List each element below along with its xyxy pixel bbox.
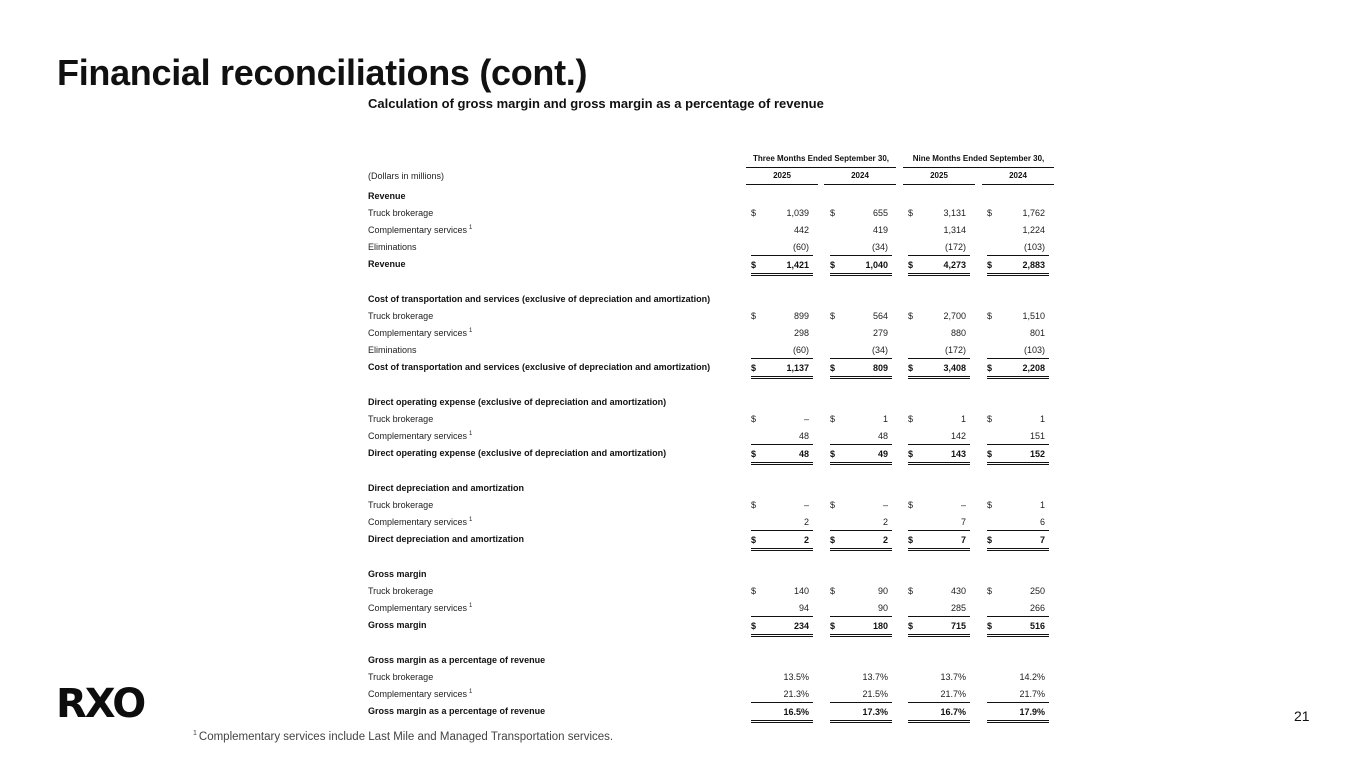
footnote-marker: 1 [469, 225, 473, 231]
value-cell [751, 444, 813, 465]
value-cell [751, 496, 813, 513]
dollar-sign: $ [987, 414, 993, 424]
row-label: Truck brokerage [368, 586, 434, 596]
value-cell [830, 668, 892, 685]
cell-value: 1,510 [1022, 311, 1045, 321]
cell-value: 2 [803, 517, 809, 527]
cell-value: 4,273 [943, 260, 966, 270]
dollar-sign: $ [751, 260, 757, 270]
cell-value: 151 [1029, 431, 1045, 441]
row-label: Complementary services $^1$ [368, 689, 473, 699]
year-header: 2025 [903, 167, 975, 185]
value-cell [751, 685, 813, 703]
dollar-sign: $ [908, 586, 914, 596]
value-cell [908, 358, 970, 379]
value-cell [751, 616, 813, 637]
row-label: Complementary services $^1$ [368, 225, 473, 235]
table-subtitle: Calculation of gross margin and gross margin as a percentage of revenue [368, 96, 824, 111]
dollar-sign: $ [908, 414, 914, 424]
value-cell [830, 307, 892, 324]
value-cell [908, 410, 970, 427]
value-cell [987, 668, 1049, 685]
dollar-sign: $ [908, 449, 914, 459]
section-header-row [368, 565, 1056, 582]
cell-value: 21.3% [783, 689, 809, 699]
cell-value: 17.3% [862, 707, 888, 717]
value-cell [751, 221, 813, 238]
row-label: Gross margin as a percentage of revenue [368, 706, 546, 716]
cell-value: 250 [1029, 586, 1045, 596]
value-cell [830, 427, 892, 445]
value-cell [908, 668, 970, 685]
cell-value: 3,408 [943, 363, 966, 373]
cell-value: 564 [872, 311, 888, 321]
value-cell [908, 599, 970, 617]
cell-value: 16.7% [940, 707, 966, 717]
dollar-sign: $ [987, 535, 993, 545]
cell-value: – [960, 500, 966, 510]
dollar-sign: $ [830, 621, 836, 631]
cell-value: 279 [872, 328, 888, 338]
dollar-sign: $ [830, 535, 836, 545]
row-label: Complementary services $^1$ [368, 517, 473, 527]
dollar-sign: $ [751, 621, 757, 631]
page-title: Financial reconciliations (cont.) [57, 52, 588, 93]
cell-value: 13.7% [940, 672, 966, 682]
table-row [368, 410, 1056, 427]
table-total-row [368, 616, 1056, 633]
cell-value: 899 [793, 311, 809, 321]
value-cell [830, 444, 892, 465]
dollar-sign: $ [830, 208, 836, 218]
value-cell [751, 513, 813, 531]
footnote [193, 730, 613, 743]
cell-value: 2 [803, 535, 809, 545]
table-row [368, 238, 1056, 255]
dollar-sign: $ [751, 535, 757, 545]
row-label: Truck brokerage [368, 414, 434, 424]
cell-value: 21.7% [940, 689, 966, 699]
cell-value: (172) [944, 242, 966, 252]
value-cell [751, 307, 813, 324]
value-cell [830, 358, 892, 379]
value-cell [908, 324, 970, 341]
row-label: Eliminations [368, 242, 417, 252]
value-cell [987, 255, 1049, 276]
table-row [368, 324, 1056, 341]
value-cell [987, 358, 1049, 379]
cell-value: 1,137 [786, 363, 809, 373]
value-cell [908, 238, 970, 256]
year-header: 2025 [746, 167, 818, 185]
dollar-sign: $ [751, 208, 757, 218]
cell-value: 13.5% [783, 672, 809, 682]
value-cell [830, 221, 892, 238]
row-label: Gross margin as a percentage of revenue [368, 655, 546, 665]
dollar-sign: $ [908, 621, 914, 631]
row-label: Truck brokerage [368, 208, 434, 218]
cell-value: 6 [1039, 517, 1045, 527]
table-row [368, 307, 1056, 324]
section-header-row [368, 479, 1056, 496]
cell-value: 2,883 [1022, 260, 1045, 270]
dollar-sign: $ [751, 449, 757, 459]
footnote-marker: 1 [469, 689, 473, 695]
value-cell [751, 668, 813, 685]
dollar-sign: $ [908, 363, 914, 373]
value-cell [987, 204, 1049, 221]
value-cell [987, 496, 1049, 513]
table-total-row [368, 444, 1056, 461]
value-cell [987, 530, 1049, 551]
row-label: Cost of transportation and services (exclusive of depreciation and amortization) [368, 294, 711, 304]
cell-value: 1,314 [943, 225, 966, 235]
footnote-marker: 1 [469, 328, 473, 334]
dollar-sign: $ [751, 311, 757, 321]
value-cell [751, 238, 813, 256]
value-cell [751, 530, 813, 551]
dollar-sign: $ [987, 449, 993, 459]
footnote-text: Complementary services include Last Mile and Managed Transportation services. [198, 731, 614, 743]
value-cell [908, 530, 970, 551]
table-row [368, 204, 1056, 221]
row-label: Eliminations [368, 345, 417, 355]
row-label: Revenue [368, 191, 406, 201]
cell-value: 48 [798, 449, 809, 459]
value-cell [830, 341, 892, 359]
value-cell [987, 238, 1049, 256]
table-row [368, 668, 1056, 685]
cell-value: – [803, 414, 809, 424]
cell-value: 1,040 [865, 260, 888, 270]
value-cell [987, 616, 1049, 637]
dollar-sign: $ [751, 500, 757, 510]
table-total-row [368, 702, 1056, 719]
value-cell [908, 427, 970, 445]
value-cell [908, 444, 970, 465]
cell-value: (103) [1023, 345, 1045, 355]
cell-value: 48 [877, 431, 888, 441]
table-row [368, 599, 1056, 616]
page-number: 21 [1294, 708, 1310, 724]
table-row [368, 685, 1056, 702]
cell-value: (172) [944, 345, 966, 355]
cell-value: 180 [872, 621, 888, 631]
row-label: Direct depreciation and amortization [368, 534, 525, 544]
table-row [368, 221, 1056, 238]
row-label: Truck brokerage [368, 672, 434, 682]
value-cell [751, 599, 813, 617]
header-three-months: Three Months Ended September 30, [746, 150, 896, 168]
dollar-sign: $ [987, 621, 993, 631]
row-label: Complementary services $^1$ [368, 603, 473, 613]
cell-value: 16.5% [783, 707, 809, 717]
cell-value: (103) [1023, 242, 1045, 252]
table-total-row [368, 358, 1056, 375]
value-cell [987, 702, 1049, 723]
value-cell [908, 702, 970, 723]
footnote-marker: 1 [469, 431, 473, 437]
row-label: Direct operating expense (exclusive of depreciation and amortization) [368, 397, 667, 407]
value-cell [908, 341, 970, 359]
dollar-sign: $ [830, 500, 836, 510]
cell-value: 3,131 [943, 208, 966, 218]
value-cell [830, 702, 892, 723]
dollar-sign: $ [751, 414, 757, 424]
cell-value: 7 [1039, 535, 1045, 545]
table-row [368, 341, 1056, 358]
cell-value: 715 [950, 621, 966, 631]
value-cell [908, 496, 970, 513]
section-header-row [368, 651, 1056, 668]
dollar-sign: $ [987, 260, 993, 270]
value-cell [987, 324, 1049, 341]
row-label: Truck brokerage [368, 311, 434, 321]
cell-value: 21.7% [1019, 689, 1045, 699]
cell-value: 13.7% [862, 672, 888, 682]
cell-value: (34) [871, 242, 888, 252]
table-total-row [368, 530, 1056, 547]
cell-value: 285 [950, 603, 966, 613]
cell-value: 7 [960, 535, 966, 545]
value-cell [987, 410, 1049, 427]
year-header: 2024 [982, 167, 1054, 185]
cell-value: 1,224 [1022, 225, 1045, 235]
dollar-sign: $ [908, 535, 914, 545]
cell-value: 442 [793, 225, 809, 235]
value-cell [908, 513, 970, 531]
value-cell [987, 513, 1049, 531]
cell-value: 234 [793, 621, 809, 631]
dollar-sign: $ [987, 311, 993, 321]
value-cell [908, 204, 970, 221]
cell-value: 17.9% [1019, 707, 1045, 717]
table-row [368, 427, 1056, 444]
year-header: 2024 [824, 167, 896, 185]
cell-value: 1 [882, 414, 888, 424]
row-label: Revenue [368, 259, 406, 269]
value-cell [830, 599, 892, 617]
value-cell [908, 307, 970, 324]
value-cell [987, 341, 1049, 359]
dollar-sign: $ [987, 208, 993, 218]
cell-value: 94 [798, 603, 809, 613]
value-cell [751, 702, 813, 723]
value-cell [830, 685, 892, 703]
value-cell [987, 685, 1049, 703]
value-cell [751, 204, 813, 221]
value-cell [830, 496, 892, 513]
row-label: Gross margin [368, 620, 427, 630]
value-cell [751, 582, 813, 599]
cell-value: – [803, 500, 809, 510]
table-row [368, 582, 1056, 599]
table-total-row [368, 255, 1056, 272]
cell-value: 430 [950, 586, 966, 596]
cell-value: 90 [877, 586, 888, 596]
units-label: (Dollars in millions) [368, 171, 445, 181]
table-row [368, 496, 1056, 513]
cell-value: (60) [792, 345, 809, 355]
cell-value: 143 [950, 449, 966, 459]
value-cell [830, 238, 892, 256]
cell-value: 140 [793, 586, 809, 596]
value-cell [908, 582, 970, 599]
value-cell [987, 444, 1049, 465]
cell-value: 2 [882, 517, 888, 527]
dollar-sign: $ [830, 414, 836, 424]
dollar-sign: $ [987, 586, 993, 596]
section-header-row [368, 187, 1056, 204]
value-cell [908, 255, 970, 276]
value-cell [830, 255, 892, 276]
row-label: Cost of transportation and services (exclusive of depreciation and amortization) [368, 362, 711, 372]
value-cell [751, 341, 813, 359]
cell-value: 1,762 [1022, 208, 1045, 218]
cell-value: 266 [1029, 603, 1045, 613]
cell-value: 1,421 [786, 260, 809, 270]
section-header-row [368, 290, 1056, 307]
dollar-sign: $ [908, 208, 914, 218]
cell-value: 2,208 [1022, 363, 1045, 373]
dollar-sign: $ [830, 363, 836, 373]
footnote-marker: 1 [469, 603, 473, 609]
row-label: Gross margin [368, 569, 427, 579]
cell-value: 801 [1029, 328, 1045, 338]
row-label: Direct depreciation and amortization [368, 483, 525, 493]
cell-value: 49 [877, 449, 888, 459]
cell-value: 298 [793, 328, 809, 338]
value-cell [830, 204, 892, 221]
cell-value: 21.5% [862, 689, 888, 699]
cell-value: 2 [882, 535, 888, 545]
cell-value: 516 [1029, 621, 1045, 631]
dollar-sign: $ [830, 586, 836, 596]
value-cell [751, 410, 813, 427]
value-cell [751, 324, 813, 341]
cell-value: 1 [1039, 500, 1045, 510]
cell-value: 1 [960, 414, 966, 424]
value-cell [908, 616, 970, 637]
cell-value: 880 [950, 328, 966, 338]
cell-value: 48 [798, 431, 809, 441]
dollar-sign: $ [908, 260, 914, 270]
cell-value: 7 [960, 517, 966, 527]
cell-value: 90 [877, 603, 888, 613]
footnote-marker: 1 [469, 517, 473, 523]
value-cell [987, 599, 1049, 617]
row-label: Direct operating expense (exclusive of depreciation and amortization) [368, 448, 667, 458]
table-row [368, 513, 1056, 530]
dollar-sign: $ [830, 311, 836, 321]
dollar-sign: $ [908, 500, 914, 510]
value-cell [751, 427, 813, 445]
cell-value: 655 [872, 208, 888, 218]
cell-value: 1 [1039, 414, 1045, 424]
cell-value: (60) [792, 242, 809, 252]
cell-value: 142 [950, 431, 966, 441]
value-cell [987, 221, 1049, 238]
section-header-row [368, 393, 1056, 410]
value-cell [830, 324, 892, 341]
value-cell [830, 616, 892, 637]
cell-value: 2,700 [943, 311, 966, 321]
value-cell [830, 530, 892, 551]
value-cell [830, 410, 892, 427]
cell-value: 419 [872, 225, 888, 235]
dollar-sign: $ [751, 586, 757, 596]
value-cell [908, 685, 970, 703]
value-cell [987, 307, 1049, 324]
cell-value: – [882, 500, 888, 510]
dollar-sign: $ [908, 311, 914, 321]
header-nine-months: Nine Months Ended September 30, [903, 150, 1054, 168]
cell-value: (34) [871, 345, 888, 355]
value-cell [830, 513, 892, 531]
dollar-sign: $ [830, 449, 836, 459]
value-cell [908, 221, 970, 238]
row-label: Truck brokerage [368, 500, 434, 510]
cell-value: 1,039 [786, 208, 809, 218]
rxo-logo: RXO [56, 681, 145, 727]
value-cell [751, 358, 813, 379]
cell-value: 152 [1029, 449, 1045, 459]
dollar-sign: $ [987, 500, 993, 510]
value-cell [987, 582, 1049, 599]
dollar-sign: $ [830, 260, 836, 270]
cell-value: 809 [872, 363, 888, 373]
row-label: Complementary services $^1$ [368, 328, 473, 338]
dollar-sign: $ [987, 363, 993, 373]
dollar-sign: $ [751, 363, 757, 373]
value-cell [751, 255, 813, 276]
value-cell [987, 427, 1049, 445]
cell-value: 14.2% [1019, 672, 1045, 682]
footnote-marker: 1 [193, 730, 197, 737]
value-cell [830, 582, 892, 599]
row-label: Complementary services $^1$ [368, 431, 473, 441]
